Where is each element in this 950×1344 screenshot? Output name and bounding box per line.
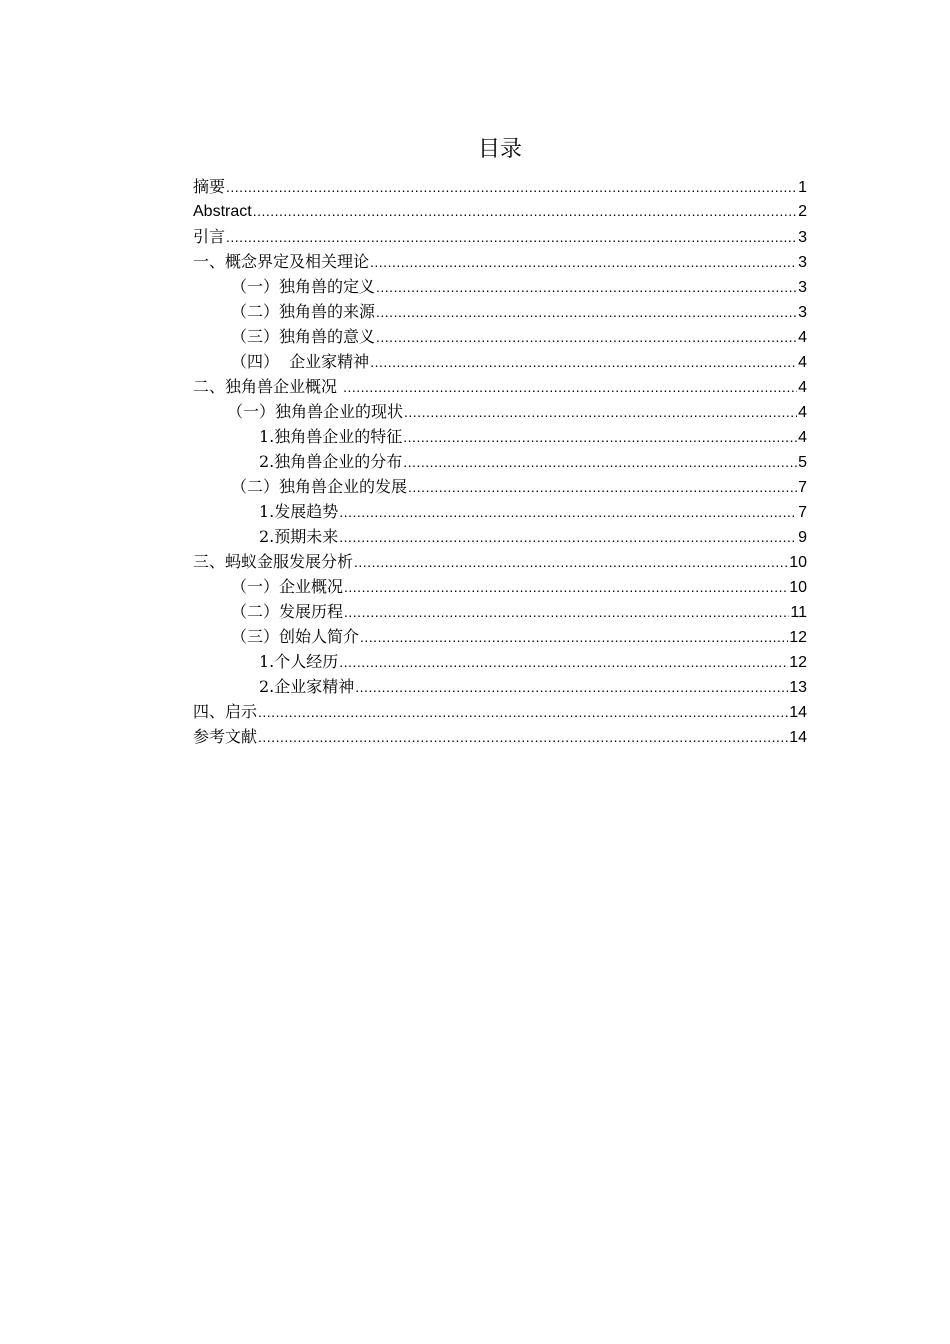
dot-leader [226,225,797,250]
toc-entry[interactable] [193,649,807,674]
toc-entry-text: （一）独角兽的定义 [231,277,376,296]
dot-leader [339,525,797,550]
toc-entry-text: （三）创始人简介 [231,627,360,646]
toc-entry[interactable] [193,274,807,299]
toc-entry-text: （一）独角兽企业的现状 [227,402,404,421]
toc-entry[interactable] [193,224,807,249]
toc-entry-text: 摘要 [193,177,226,196]
toc-entry[interactable] [193,449,807,474]
dot-leader [403,425,797,450]
dot-leader [370,250,797,275]
toc-entry[interactable] [193,249,807,274]
toc-entry-text: 三、蚂蚁金服发展分析 [193,552,354,571]
toc-entry[interactable] [193,474,807,499]
dot-leader [339,650,788,675]
toc-entry-text: 1.发展趋势 [259,502,339,521]
toc-entry-text: 2.独角兽企业的分布 [259,452,403,471]
dot-leader [253,199,797,224]
toc-entry-page: 10 [789,579,807,596]
toc-title: 目录 [477,137,522,162]
toc-list [193,174,807,749]
toc-entry-page: 3 [798,304,807,321]
toc-entry[interactable] [193,699,807,724]
dot-leader [258,725,788,750]
toc-entry-page: 2 [798,203,807,220]
toc-entry[interactable] [193,599,807,624]
toc-entry-page: 7 [798,479,807,496]
dot-leader [258,700,788,725]
toc-entry-page: 3 [798,279,807,296]
toc-entry-page: 9 [798,529,807,546]
toc-entry[interactable] [193,299,807,324]
dot-leader [344,575,788,600]
toc-entry-text: （二）发展历程 [231,602,344,621]
toc-entry-page: 4 [798,354,807,371]
toc-entry[interactable] [193,724,807,749]
toc-entry-page: 1 [798,179,807,196]
toc-entry[interactable] [193,524,807,549]
dot-leader [354,550,788,575]
toc-entry-text: 引言 [193,227,226,246]
toc-entry-text: 1.个人经历 [259,652,339,671]
toc-entry-text: （一）企业概况 [231,577,344,596]
toc-entry[interactable] [193,199,807,224]
toc-entry-page: 3 [798,229,807,246]
toc-entry[interactable] [193,624,807,649]
toc-entry-text: 二、独角兽企业概况 [193,377,343,396]
toc-entry-text: （二）独角兽企业的发展 [231,477,408,496]
dot-leader [376,300,797,325]
toc-entry[interactable] [193,399,807,424]
toc-entry[interactable] [193,574,807,599]
toc-entry-text: 2.预期未来 [259,527,339,546]
toc-entry-page: 5 [798,454,807,471]
toc-entry-page: 11 [790,604,807,621]
toc-entry-page: 4 [798,404,807,421]
toc-entry[interactable] [193,324,807,349]
toc-entry-text: Abstract [193,203,252,220]
toc-entry-page: 3 [798,254,807,271]
toc-entry-page: 12 [789,654,807,671]
dot-leader [343,375,797,400]
toc-entry-page: 13 [789,679,807,696]
toc-entry[interactable] [193,374,807,399]
toc-entry-text: 参考文献 [193,727,258,746]
dot-leader [370,350,797,375]
toc-entry-page: 7 [798,504,807,521]
toc-entry-text: （三）独角兽的意义 [231,327,376,346]
toc-entry-page: 4 [798,379,807,396]
dot-leader [404,400,797,425]
toc-entry-page: 4 [798,329,807,346]
toc-entry-page: 14 [789,729,807,746]
toc-entry-text: （二）独角兽的来源 [231,302,376,321]
toc-entry-text: 2.企业家精神 [259,677,355,696]
dot-leader [226,175,797,200]
dot-leader [403,450,797,475]
toc-entry[interactable] [193,549,807,574]
toc-entry-page: 12 [789,629,807,646]
toc-entry-text: 1.独角兽企业的特征 [259,427,403,446]
toc-entry[interactable] [193,424,807,449]
dot-leader [339,500,797,525]
toc-entry[interactable] [193,174,807,199]
dot-leader [376,325,797,350]
dot-leader [408,475,797,500]
dot-leader [344,600,789,625]
toc-entry-text: （四） 企业家精神 [231,352,370,371]
dot-leader [355,675,788,700]
toc-entry[interactable] [193,499,807,524]
toc-entry-page: 14 [789,704,807,721]
dot-leader [376,275,797,300]
toc-entry-page: 10 [789,554,807,571]
toc-entry[interactable] [193,349,807,374]
toc-entry-page: 4 [798,429,807,446]
dot-leader [360,625,788,650]
toc-entry-text: 四、启示 [193,702,258,721]
toc-entry[interactable] [193,674,807,699]
toc-entry-text: 一、概念界定及相关理论 [193,252,370,271]
